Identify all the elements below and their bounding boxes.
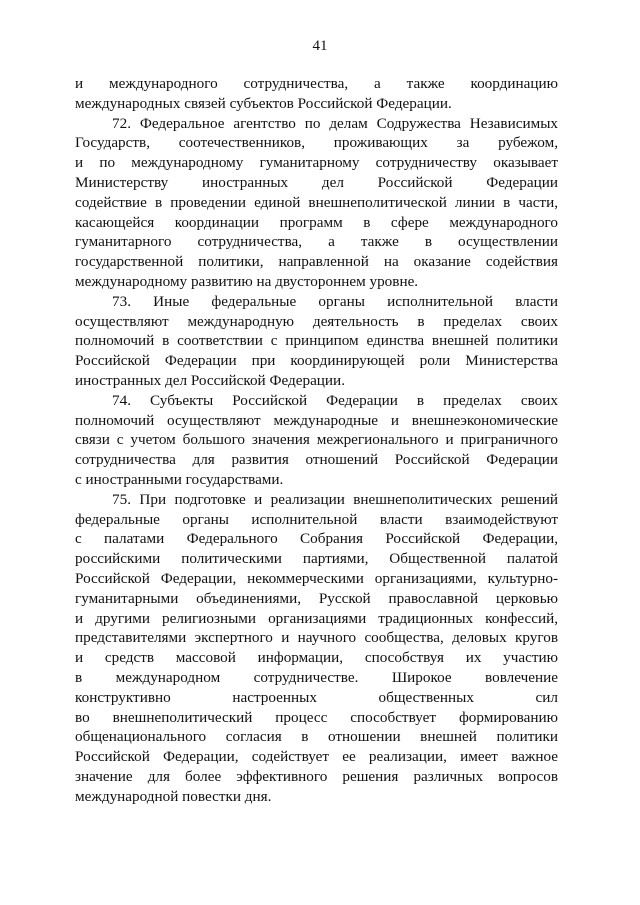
text-line: с палатами Федерального Собрания Российской Федерации, <box>75 530 558 548</box>
text-line: Государств, соотечественников, проживающих за рубежом, <box>75 134 558 152</box>
document-body <box>75 74 558 806</box>
text-line: международных связей субъектов Российской Федерации. <box>75 94 452 112</box>
text-line: российскими политическими партиями, Общественной палатой <box>75 550 558 568</box>
text-line: осуществляют международную деятельность в пределах своих <box>75 312 558 330</box>
text-line: 73. Иные федеральные органы исполнительной власти <box>112 292 558 310</box>
text-line: касающейся координации программ в сфере международного <box>75 213 558 231</box>
text-line: международному развитию на двустороннем уровне. <box>75 272 419 290</box>
text-line: 75. При подготовке и реализации внешнеполитических решений <box>112 490 558 508</box>
text-line: и международного сотрудничества, а также координацию <box>75 75 558 92</box>
paragraph-72 <box>75 114 558 292</box>
text-line: Российской Федерации, содействует ее реализации, имеет важное <box>75 748 558 766</box>
text-line: во внешнеполитический процесс способствует формированию <box>75 708 558 726</box>
text-line: 74. Субъекты Российской Федерации в пределах своих <box>112 391 558 409</box>
text-line: Российской Федерации, некоммерческими организациями, культурно- <box>75 569 558 587</box>
text-line: значение для более эффективного решения различных вопросов <box>75 767 558 785</box>
text-line: гуманитарного сотрудничества, а также в осуществлении <box>75 233 558 251</box>
paragraph-75 <box>75 490 558 807</box>
text-line: государственной политики, направленной на оказание содействия <box>75 253 558 271</box>
text-line: представителями экспертного и научного сообщества, деловых кругов <box>75 629 558 647</box>
text-line: гуманитарными объединениями, Русской православной церковью <box>75 589 558 607</box>
paragraph-71-continuation <box>75 74 558 114</box>
text-line: и другими религиозными организациями традиционных конфессий, <box>75 609 558 627</box>
text-line: общенационального согласия в отношении внешней политики <box>75 728 558 746</box>
text-line: конструктивно настроенных общественных сил <box>75 688 558 706</box>
text-line: в международном сотрудничестве. Широкое вовлечение <box>75 668 558 686</box>
text-line: полномочий в соответствии с принципом единства внешней политики <box>75 332 558 350</box>
text-line: иностранных дел Российской Федерации. <box>75 371 345 389</box>
text-line: связи с учетом большого значения межрегионального и приграничного <box>75 431 558 449</box>
text-line: и средств массовой информации, способствуя их участию <box>75 649 558 667</box>
text-line: сотрудничества для развития отношений Российской Федерации <box>75 451 558 469</box>
text-line: содействие в проведении единой внешнеполитической линии в части, <box>75 193 558 211</box>
text-line: 72. Федеральное агентство по делам Содружества Независимых <box>112 114 558 132</box>
text-line: и по международному гуманитарному сотрудничеству оказывает <box>75 154 558 172</box>
paragraph-73 <box>75 292 558 391</box>
text-line: Министерству иностранных дел Российской Федерации <box>75 173 558 191</box>
text-line: с иностранными государствами. <box>75 470 284 488</box>
text-line: федеральные органы исполнительной власти взаимодействуют <box>75 510 558 528</box>
text-line: Российской Федерации при координирующей роли Министерства <box>75 352 558 370</box>
page-number: 41 <box>312 38 328 54</box>
text-line: полномочий осуществляют международные и внешнеэкономические <box>75 411 558 429</box>
paragraph-74 <box>75 391 558 490</box>
text-line: международной повестки дня. <box>75 787 272 805</box>
